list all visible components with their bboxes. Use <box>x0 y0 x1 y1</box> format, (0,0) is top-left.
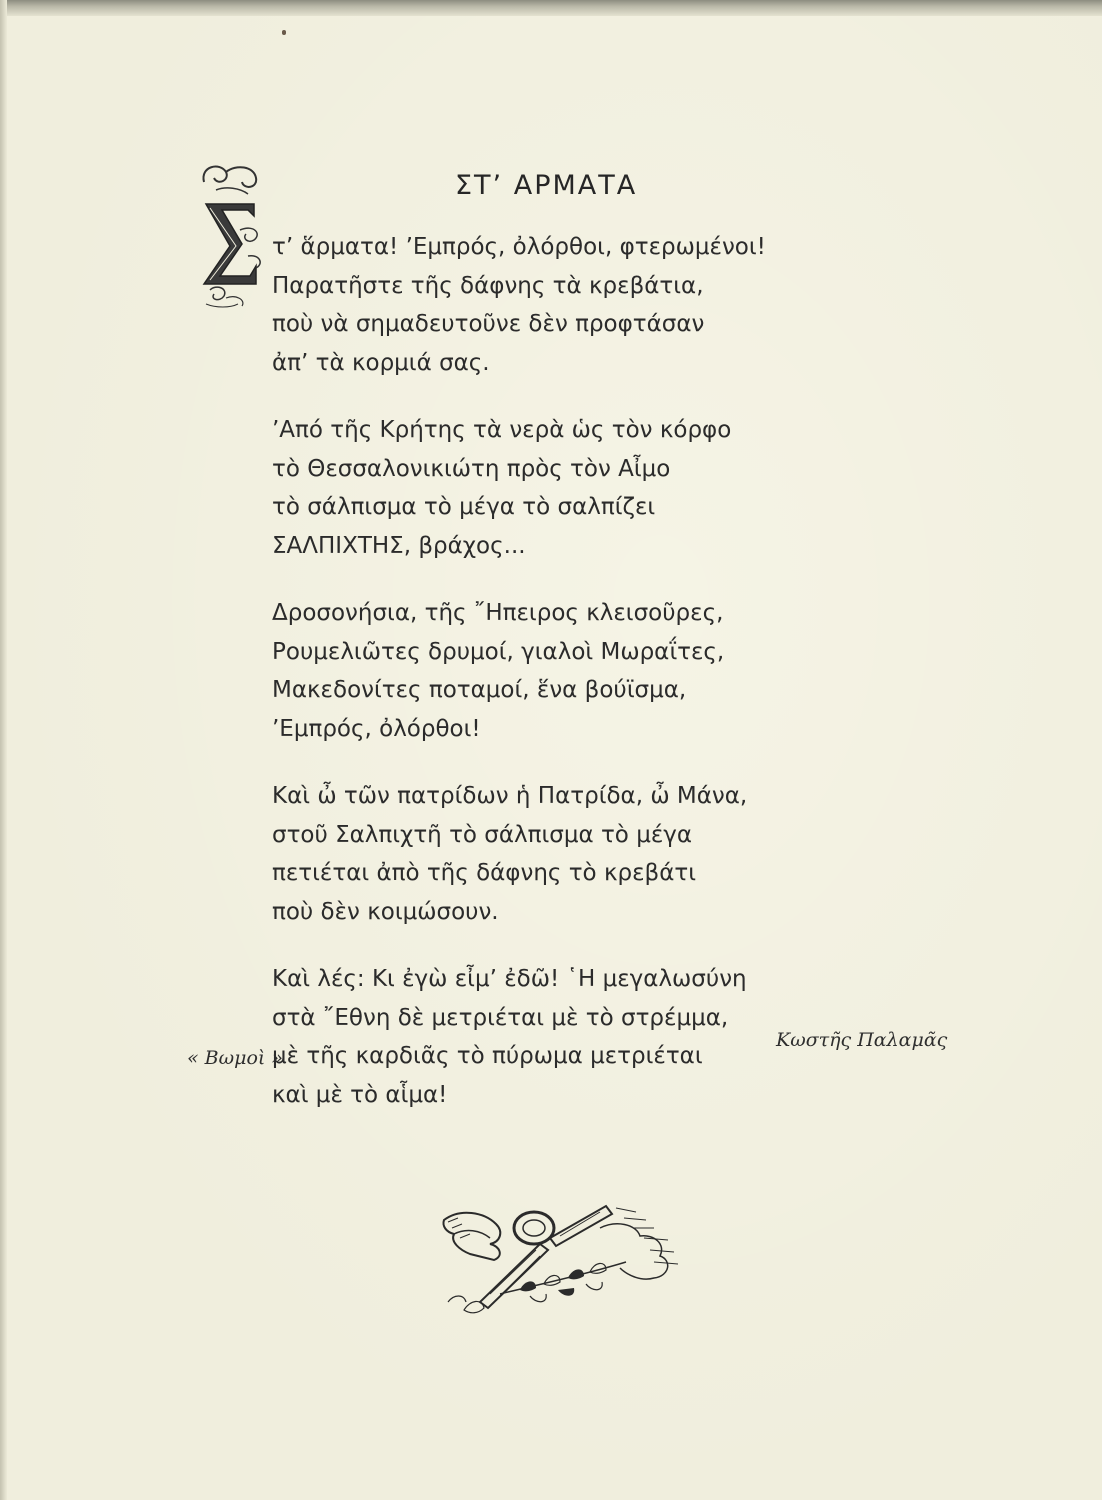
poem-line: τὸ σάλπισμα τὸ μέγα τὸ σαλπίζει <box>272 494 656 520</box>
poem-line: μὲ τῆς καρδιᾶς τὸ πύρωμα μετριέται <box>272 1043 703 1069</box>
poem-line: Παρατῆστε τῆς δάφνης τὰ κρεβάτια, <box>272 272 704 299</box>
stanza-3 <box>272 594 892 748</box>
stanza-1 <box>272 228 892 382</box>
poem-line: ποὺ νὰ σημαδευτοῦνε δὲν προφτάσαν <box>272 311 705 337</box>
paper-speck <box>282 30 286 35</box>
poem-line: τ’ ἅρματα! ’Εμπρός, ὀλόρθοι, φτερωμένοι! <box>272 234 766 260</box>
poem-line: στοῦ Σαλπιχτῆ τὸ σάλπισμα τὸ μέγα <box>272 821 693 848</box>
poem-line: Καὶ ὦ τῶν πατρίδων ἡ Πατρίδα, ὦ Μάνα, <box>272 783 748 809</box>
poem-line: Ρουμελιῶτες δρυμοί, γιαλοὶ Μωραΐτες, <box>272 638 725 665</box>
poem-source: « Βωμοὶ » <box>187 1047 284 1069</box>
poem-author: Κωστῆς Παλαμᾶς <box>776 1029 948 1051</box>
poem-line: καὶ μὲ τὸ αἷμα! <box>272 1081 448 1108</box>
poem-line: ’Από τῆς Κρήτης τὰ νερὰ ὡς τὸν κόρφο <box>272 417 732 443</box>
stanza-4 <box>272 777 892 931</box>
scan-top-edge <box>0 0 1102 16</box>
scan-left-edge <box>0 0 7 1500</box>
poem-line: Καὶ λές: Κι ἐγὼ εἶμ’ ἐδῶ! ῾Η μεγαλωσύνη <box>272 966 747 992</box>
poem-line: ’Εμπρός, ὀλόρθοι! <box>272 715 481 742</box>
poem-line: Δροσονήσια, τῆς ῎Ηπειρος κλεισοῦρες, <box>272 600 724 626</box>
poem-line: ποὺ δὲν κοιμώσουν. <box>272 898 499 925</box>
stanza-2 <box>272 411 892 565</box>
poem-line: ΣΑΛΠΙΧΤΗΣ, βράχος... <box>272 532 526 559</box>
poem-body <box>272 228 892 1143</box>
poem-line: πετιέται ἀπὸ τῆς δάφνης τὸ κρεβάτι <box>272 860 696 886</box>
poem-line: τὸ Θεσσαλονικιώτη πρὸς τὸν Αἶμο <box>272 455 671 482</box>
ornamental-dropcap-icon <box>196 160 268 310</box>
poem-line: στὰ ῎Εθνη δὲ μετριέται μὲ τὸ στρέμμα, <box>272 1004 729 1031</box>
poem-line: ἀπ’ τὰ κορμιά σας. <box>272 349 490 376</box>
trumpet-laurel-vignette-icon <box>440 1198 685 1318</box>
poem-line: Μακεδονίτες ποταμοί, ἕνα βούϊσμα, <box>272 677 687 703</box>
poem-title: ΣΤ’ ΑΡΜΑΤΑ <box>455 170 638 201</box>
